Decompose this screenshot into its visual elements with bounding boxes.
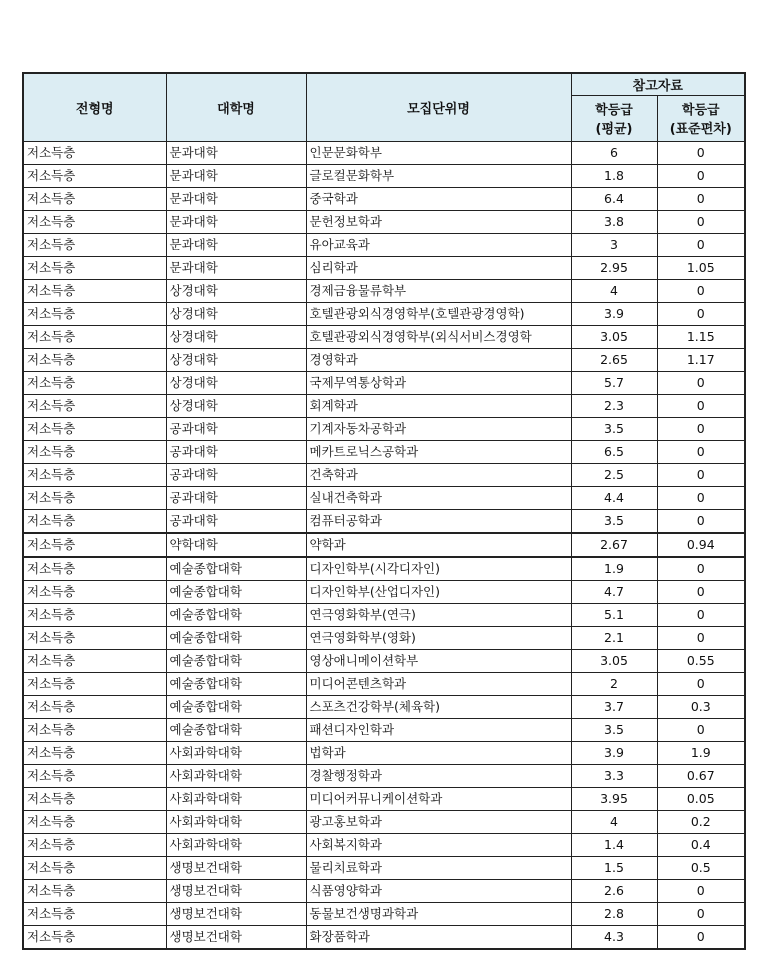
cell-grade-avg: 2.95 xyxy=(571,256,657,279)
cell-unit: 사회복지학과 xyxy=(306,833,571,856)
header-grade-sd-line1: 학등급 xyxy=(681,103,720,118)
cell-type: 저소득층 xyxy=(23,256,166,279)
cell-college: 약학대학 xyxy=(166,533,306,557)
cell-college: 생명보건대학 xyxy=(166,902,306,925)
table-row xyxy=(23,879,745,902)
cell-grade-sd: 0 xyxy=(657,486,745,509)
table-row xyxy=(23,649,745,672)
cell-grade-sd: 0.55 xyxy=(657,649,745,672)
header-grade-avg-line1: 학등급 xyxy=(595,103,633,118)
cell-type: 저소득층 xyxy=(23,764,166,787)
table-row xyxy=(23,787,745,810)
cell-college: 상경대학 xyxy=(166,394,306,417)
cell-unit: 심리학과 xyxy=(306,256,571,279)
cell-type: 저소득층 xyxy=(23,210,166,233)
cell-college: 문과대학 xyxy=(166,233,306,256)
table-row xyxy=(23,233,745,256)
cell-grade-avg: 3.9 xyxy=(571,302,657,325)
cell-type: 저소득층 xyxy=(23,417,166,440)
cell-grade-sd: 0.3 xyxy=(657,695,745,718)
table-row xyxy=(23,741,745,764)
cell-type: 저소득층 xyxy=(23,509,166,533)
cell-unit: 디자인학부(시각디자인) xyxy=(306,557,571,581)
cell-type: 저소득층 xyxy=(23,603,166,626)
cell-grade-sd: 0 xyxy=(657,672,745,695)
cell-grade-sd: 0 xyxy=(657,164,745,187)
cell-type: 저소득층 xyxy=(23,649,166,672)
cell-grade-avg: 3 xyxy=(571,233,657,256)
cell-grade-sd: 0 xyxy=(657,302,745,325)
cell-type: 저소득층 xyxy=(23,533,166,557)
table-row xyxy=(23,348,745,371)
table-body xyxy=(23,141,745,949)
table-row xyxy=(23,463,745,486)
cell-type: 저소득층 xyxy=(23,394,166,417)
cell-grade-sd: 0 xyxy=(657,279,745,302)
cell-college: 문과대학 xyxy=(166,187,306,210)
cell-grade-sd: 0.94 xyxy=(657,533,745,557)
cell-type: 저소득층 xyxy=(23,902,166,925)
cell-grade-sd: 0 xyxy=(657,902,745,925)
cell-college: 사회과학대학 xyxy=(166,787,306,810)
cell-grade-sd: 0 xyxy=(657,440,745,463)
cell-grade-sd: 0 xyxy=(657,394,745,417)
cell-grade-sd: 0.67 xyxy=(657,764,745,787)
cell-grade-avg: 3.5 xyxy=(571,509,657,533)
cell-grade-sd: 0 xyxy=(657,509,745,533)
cell-grade-avg: 3.5 xyxy=(571,718,657,741)
cell-type: 저소득층 xyxy=(23,718,166,741)
cell-college: 공과대학 xyxy=(166,463,306,486)
cell-college: 상경대학 xyxy=(166,279,306,302)
table-row xyxy=(23,302,745,325)
table-row xyxy=(23,626,745,649)
cell-grade-avg: 1.4 xyxy=(571,833,657,856)
cell-type: 저소득층 xyxy=(23,233,166,256)
table-row xyxy=(23,856,745,879)
cell-grade-sd: 0 xyxy=(657,879,745,902)
table-row xyxy=(23,925,745,949)
table-row xyxy=(23,580,745,603)
cell-college: 상경대학 xyxy=(166,302,306,325)
cell-grade-sd: 0.05 xyxy=(657,787,745,810)
cell-college: 예술종합대학 xyxy=(166,695,306,718)
cell-grade-avg: 3.9 xyxy=(571,741,657,764)
cell-unit: 연극영화학부(영화) xyxy=(306,626,571,649)
cell-grade-avg: 1.8 xyxy=(571,164,657,187)
cell-grade-avg: 4.3 xyxy=(571,925,657,949)
cell-type: 저소득층 xyxy=(23,672,166,695)
cell-unit: 경영학과 xyxy=(306,348,571,371)
cell-unit: 광고홍보학과 xyxy=(306,810,571,833)
table-row xyxy=(23,417,745,440)
table-row xyxy=(23,810,745,833)
table-row xyxy=(23,440,745,463)
cell-unit: 메카트로닉스공학과 xyxy=(306,440,571,463)
cell-type: 저소득층 xyxy=(23,302,166,325)
cell-unit: 글로컬문화학부 xyxy=(306,164,571,187)
cell-grade-sd: 0 xyxy=(657,603,745,626)
header-type: 전형명 xyxy=(23,73,166,141)
cell-grade-avg: 6.5 xyxy=(571,440,657,463)
header-grade-sd xyxy=(657,95,745,141)
cell-grade-sd: 1.9 xyxy=(657,741,745,764)
cell-unit: 호텔관광외식경영학부(호텔관광경영학) xyxy=(306,302,571,325)
cell-unit: 디자인학부(산업디자인) xyxy=(306,580,571,603)
cell-unit: 컴퓨터공학과 xyxy=(306,509,571,533)
cell-type: 저소득층 xyxy=(23,580,166,603)
cell-unit: 유아교육과 xyxy=(306,233,571,256)
cell-college: 공과대학 xyxy=(166,417,306,440)
cell-grade-sd: 0 xyxy=(657,557,745,581)
cell-grade-avg: 3.8 xyxy=(571,210,657,233)
cell-grade-sd: 0.5 xyxy=(657,856,745,879)
cell-college: 예술종합대학 xyxy=(166,649,306,672)
cell-grade-sd: 1.05 xyxy=(657,256,745,279)
cell-grade-sd: 0 xyxy=(657,463,745,486)
cell-type: 저소득층 xyxy=(23,810,166,833)
cell-college: 예술종합대학 xyxy=(166,672,306,695)
cell-grade-sd: 0 xyxy=(657,580,745,603)
header-grade-sd-line2: (표준편차) xyxy=(669,122,732,137)
cell-unit: 인문문화학부 xyxy=(306,141,571,164)
cell-unit: 영상애니메이션학부 xyxy=(306,649,571,672)
cell-type: 저소득층 xyxy=(23,187,166,210)
cell-grade-avg: 2 xyxy=(571,672,657,695)
cell-grade-avg: 5.1 xyxy=(571,603,657,626)
cell-type: 저소득층 xyxy=(23,141,166,164)
cell-type: 저소득층 xyxy=(23,925,166,949)
cell-grade-avg: 1.5 xyxy=(571,856,657,879)
cell-college: 공과대학 xyxy=(166,486,306,509)
cell-type: 저소득층 xyxy=(23,164,166,187)
table-row xyxy=(23,210,745,233)
cell-college: 생명보건대학 xyxy=(166,879,306,902)
table-row xyxy=(23,718,745,741)
cell-grade-sd: 0 xyxy=(657,233,745,256)
cell-college: 문과대학 xyxy=(166,256,306,279)
cell-grade-sd: 1.15 xyxy=(657,325,745,348)
cell-unit: 약학과 xyxy=(306,533,571,557)
cell-college: 생명보건대학 xyxy=(166,856,306,879)
cell-college: 예술종합대학 xyxy=(166,718,306,741)
cell-grade-avg: 4 xyxy=(571,810,657,833)
cell-grade-sd: 0 xyxy=(657,417,745,440)
cell-grade-avg: 6 xyxy=(571,141,657,164)
cell-college: 사회과학대학 xyxy=(166,741,306,764)
cell-grade-sd: 0 xyxy=(657,925,745,949)
cell-type: 저소득층 xyxy=(23,626,166,649)
cell-grade-sd: 0 xyxy=(657,371,745,394)
cell-grade-avg: 1.9 xyxy=(571,557,657,581)
table-row xyxy=(23,902,745,925)
cell-type: 저소득층 xyxy=(23,833,166,856)
table-row xyxy=(23,164,745,187)
cell-type: 저소득층 xyxy=(23,787,166,810)
cell-grade-avg: 4 xyxy=(571,279,657,302)
cell-college: 예술종합대학 xyxy=(166,557,306,581)
cell-grade-avg: 3.05 xyxy=(571,649,657,672)
cell-grade-avg: 4.4 xyxy=(571,486,657,509)
cell-unit: 경찰행정학과 xyxy=(306,764,571,787)
cell-unit: 패션디자인학과 xyxy=(306,718,571,741)
cell-college: 문과대학 xyxy=(166,141,306,164)
table-row xyxy=(23,394,745,417)
cell-college: 예술종합대학 xyxy=(166,603,306,626)
header-college: 대학명 xyxy=(166,73,306,141)
cell-type: 저소득층 xyxy=(23,463,166,486)
cell-type: 저소득층 xyxy=(23,741,166,764)
cell-grade-sd: 0 xyxy=(657,187,745,210)
cell-unit: 스포츠건강학부(체육학) xyxy=(306,695,571,718)
cell-grade-avg: 2.3 xyxy=(571,394,657,417)
cell-college: 공과대학 xyxy=(166,509,306,533)
cell-grade-avg: 3.7 xyxy=(571,695,657,718)
cell-college: 상경대학 xyxy=(166,348,306,371)
cell-unit: 미디어커뮤니케이션학과 xyxy=(306,787,571,810)
cell-unit: 중국학과 xyxy=(306,187,571,210)
table-row xyxy=(23,557,745,581)
cell-type: 저소득층 xyxy=(23,695,166,718)
cell-type: 저소득층 xyxy=(23,486,166,509)
cell-grade-avg: 2.8 xyxy=(571,902,657,925)
cell-unit: 국제무역통상학과 xyxy=(306,371,571,394)
admission-grade-table xyxy=(22,72,746,950)
table-row xyxy=(23,695,745,718)
cell-grade-avg: 3.95 xyxy=(571,787,657,810)
cell-unit: 실내건축학과 xyxy=(306,486,571,509)
cell-grade-avg: 5.7 xyxy=(571,371,657,394)
header-grade-avg-line2: (평균) xyxy=(595,122,633,137)
cell-grade-avg: 6.4 xyxy=(571,187,657,210)
cell-grade-avg: 2.6 xyxy=(571,879,657,902)
cell-college: 사회과학대학 xyxy=(166,810,306,833)
cell-college: 상경대학 xyxy=(166,371,306,394)
cell-unit: 동물보건생명과학과 xyxy=(306,902,571,925)
cell-unit: 경제금융물류학부 xyxy=(306,279,571,302)
cell-grade-sd: 0 xyxy=(657,626,745,649)
cell-type: 저소득층 xyxy=(23,325,166,348)
cell-type: 저소득층 xyxy=(23,440,166,463)
cell-unit: 기계자동차공학과 xyxy=(306,417,571,440)
table-row xyxy=(23,533,745,557)
cell-grade-avg: 4.7 xyxy=(571,580,657,603)
cell-grade-avg: 3.5 xyxy=(571,417,657,440)
table-row xyxy=(23,486,745,509)
cell-grade-sd: 1.17 xyxy=(657,348,745,371)
cell-college: 사회과학대학 xyxy=(166,764,306,787)
header-reference: 참고자료 xyxy=(571,73,745,95)
table-row xyxy=(23,603,745,626)
cell-college: 생명보건대학 xyxy=(166,925,306,949)
cell-college: 공과대학 xyxy=(166,440,306,463)
cell-college: 예술종합대학 xyxy=(166,626,306,649)
cell-grade-avg: 2.5 xyxy=(571,463,657,486)
cell-type: 저소득층 xyxy=(23,371,166,394)
cell-college: 문과대학 xyxy=(166,210,306,233)
cell-college: 예술종합대학 xyxy=(166,580,306,603)
header-grade-avg xyxy=(571,95,657,141)
header-unit: 모집단위명 xyxy=(306,73,571,141)
cell-college: 문과대학 xyxy=(166,164,306,187)
table-row xyxy=(23,371,745,394)
cell-grade-sd: 0 xyxy=(657,141,745,164)
cell-college: 상경대학 xyxy=(166,325,306,348)
cell-type: 저소득층 xyxy=(23,348,166,371)
table-row xyxy=(23,325,745,348)
cell-unit: 호텔관광외식경영학부(외식서비스경영학 xyxy=(306,325,571,348)
cell-grade-avg: 3.05 xyxy=(571,325,657,348)
cell-unit: 화장품학과 xyxy=(306,925,571,949)
cell-unit: 미디어콘텐츠학과 xyxy=(306,672,571,695)
cell-unit: 회계학과 xyxy=(306,394,571,417)
cell-type: 저소득층 xyxy=(23,856,166,879)
cell-grade-avg: 2.1 xyxy=(571,626,657,649)
cell-type: 저소득층 xyxy=(23,557,166,581)
cell-unit: 연극영화학부(연극) xyxy=(306,603,571,626)
cell-grade-sd: 0 xyxy=(657,210,745,233)
cell-unit: 식품영양학과 xyxy=(306,879,571,902)
cell-unit: 건축학과 xyxy=(306,463,571,486)
cell-unit: 물리치료학과 xyxy=(306,856,571,879)
cell-grade-sd: 0.2 xyxy=(657,810,745,833)
table-row xyxy=(23,141,745,164)
cell-unit: 문헌정보학과 xyxy=(306,210,571,233)
cell-type: 저소득층 xyxy=(23,879,166,902)
cell-grade-sd: 0 xyxy=(657,718,745,741)
table-row xyxy=(23,279,745,302)
cell-unit: 법학과 xyxy=(306,741,571,764)
cell-grade-avg: 3.3 xyxy=(571,764,657,787)
cell-college: 사회과학대학 xyxy=(166,833,306,856)
cell-grade-avg: 2.65 xyxy=(571,348,657,371)
table-row xyxy=(23,256,745,279)
cell-grade-avg: 2.67 xyxy=(571,533,657,557)
cell-type: 저소득층 xyxy=(23,279,166,302)
cell-grade-sd: 0.4 xyxy=(657,833,745,856)
table-row xyxy=(23,509,745,533)
table-row xyxy=(23,833,745,856)
table-row xyxy=(23,187,745,210)
table-row xyxy=(23,672,745,695)
table-row xyxy=(23,764,745,787)
